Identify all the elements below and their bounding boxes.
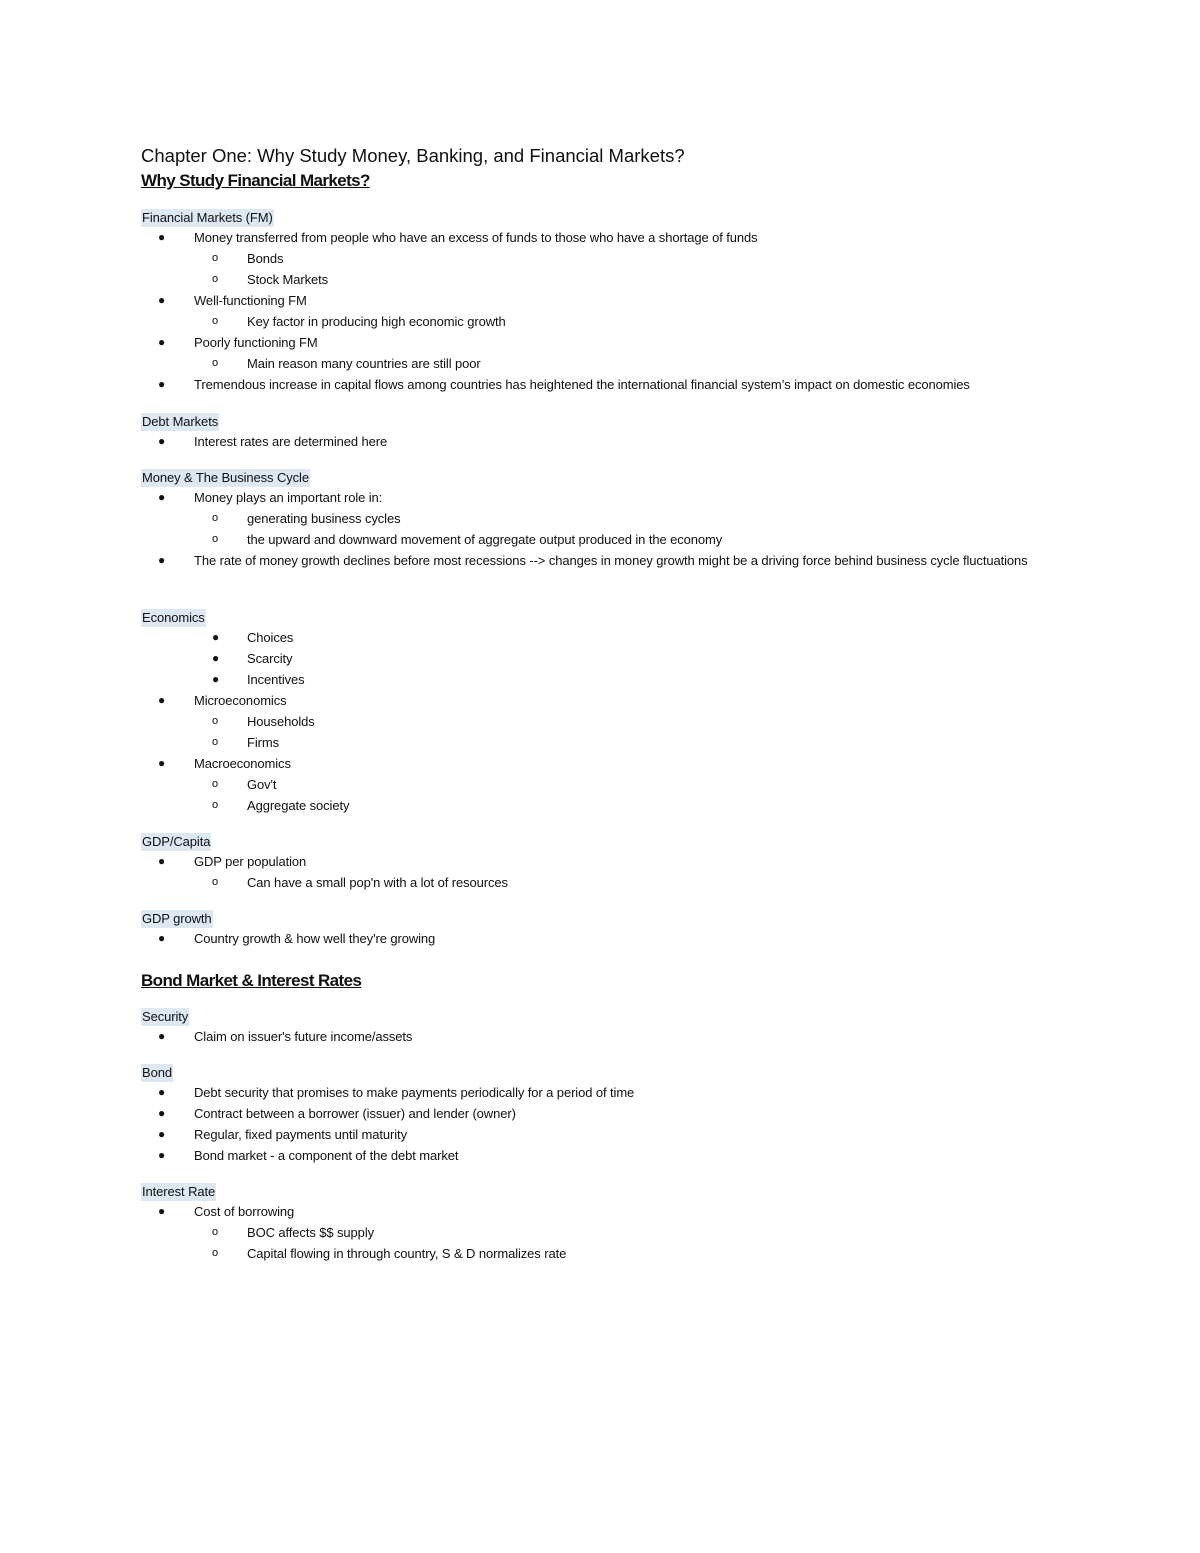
bullet-icon: ●	[158, 931, 166, 945]
bullet-icon: ●	[158, 1204, 166, 1218]
hollow-bullet-icon: o	[212, 799, 219, 811]
heading-gdp-capita: GDP/Capita	[142, 834, 211, 849]
heading-financial-markets: Financial Markets (FM)	[142, 210, 273, 225]
bullet-icon: ●	[158, 1148, 166, 1162]
interest-rate-list	[141, 1201, 1071, 1264]
bullet-icon: ●	[158, 1029, 166, 1043]
list-item: o generating business cycles	[141, 508, 1071, 529]
bond-block	[141, 1064, 1071, 1166]
list-item: ● Scarcity	[141, 648, 1071, 669]
list-item: o Aggregate society	[141, 795, 1071, 816]
heading-security: Security	[142, 1009, 189, 1024]
hollow-bullet-icon: o	[212, 736, 219, 748]
list-item: ● Claim on issuer's future income/assets	[141, 1026, 1071, 1047]
list-item: o Gov't	[141, 774, 1071, 795]
bullet-icon: ●	[158, 230, 166, 244]
bullet-icon: ●	[212, 630, 220, 644]
document-title: Chapter One: Why Study Money, Banking, and Financial Markets?	[141, 145, 685, 166]
bullet-icon: ●	[158, 1106, 166, 1120]
hollow-bullet-icon: o	[212, 357, 219, 369]
debt-markets-block	[141, 413, 1071, 452]
document-page	[141, 143, 1071, 1264]
list-item: o BOC affects $$ supply	[141, 1222, 1071, 1243]
list-item: o Households	[141, 711, 1071, 732]
money-business-cycle-list	[141, 487, 1071, 571]
hollow-bullet-icon: o	[212, 778, 219, 790]
list-item: ● Microeconomics	[141, 690, 1071, 711]
interest-rate-block	[141, 1183, 1071, 1264]
section-title-financial-markets: Why Study Financial Markets?	[141, 171, 370, 190]
hollow-bullet-icon: o	[212, 512, 219, 524]
debt-markets-list	[141, 431, 1071, 452]
list-item: ● Country growth & how well they're growing	[141, 928, 1071, 949]
list-item: o Can have a small pop'n with a lot of resources	[141, 872, 1071, 893]
bullet-icon: ●	[158, 434, 166, 448]
bullet-icon: ●	[158, 335, 166, 349]
bullet-icon: ●	[158, 756, 166, 770]
hollow-bullet-icon: o	[212, 1247, 219, 1259]
bullet-icon: ●	[158, 1127, 166, 1141]
heading-debt-markets: Debt Markets	[142, 414, 219, 429]
list-item: o Capital flowing in through country, S & D normalizes rate	[141, 1243, 1071, 1264]
list-item: ● Debt security that promises to make payments periodically for a period of time	[141, 1082, 1071, 1103]
list-item: ● Well-functioning FM	[141, 290, 1071, 311]
list-item: o Firms	[141, 732, 1071, 753]
list-item: o Main reason many countries are still poor	[141, 353, 1071, 374]
bullet-icon: ●	[158, 293, 166, 307]
hollow-bullet-icon: o	[212, 1226, 219, 1238]
hollow-bullet-icon: o	[212, 533, 219, 545]
list-item: ● The rate of money growth declines before most recessions --> changes in money growth might be a driving force behind business cycle fluctuations	[141, 550, 1071, 571]
heading-money-business-cycle: Money & The Business Cycle	[142, 470, 309, 485]
bullet-icon: ●	[158, 854, 166, 868]
list-item: ● GDP per population	[141, 851, 1071, 872]
bullet-icon: ●	[158, 490, 166, 504]
financial-markets-block	[141, 209, 1071, 395]
hollow-bullet-icon: o	[212, 876, 219, 888]
list-item: o Key factor in producing high economic growth	[141, 311, 1071, 332]
list-item: ● Macroeconomics	[141, 753, 1071, 774]
list-item: ● Contract between a borrower (issuer) and lender (owner)	[141, 1103, 1071, 1124]
hollow-bullet-icon: o	[212, 252, 219, 264]
list-item: ● Poorly functioning FM	[141, 332, 1071, 353]
bullet-icon: ●	[158, 553, 166, 567]
security-block	[141, 1008, 1071, 1047]
gdp-capita-list	[141, 851, 1071, 893]
list-item: ● Tremendous increase in capital flows among countries has heightened the international financial system’s impact on domestic economies	[141, 374, 1071, 395]
bullet-icon: ●	[158, 1085, 166, 1099]
heading-economics: Economics	[142, 610, 205, 625]
hollow-bullet-icon: o	[212, 715, 219, 727]
bond-list	[141, 1082, 1071, 1166]
section-title-bond-market: Bond Market & Interest Rates	[141, 971, 362, 990]
list-item: ● Cost of borrowing	[141, 1201, 1071, 1222]
hollow-bullet-icon: o	[212, 315, 219, 327]
bullet-icon: ●	[212, 651, 220, 665]
heading-gdp-growth: GDP growth	[142, 911, 212, 926]
list-item: ● Incentives	[141, 669, 1071, 690]
list-item: o Stock Markets	[141, 269, 1071, 290]
security-list	[141, 1026, 1071, 1047]
heading-bond: Bond	[142, 1065, 172, 1080]
gdp-growth-block	[141, 910, 1071, 949]
heading-interest-rate: Interest Rate	[142, 1184, 216, 1199]
economics-block	[141, 609, 1071, 816]
bullet-icon: ●	[158, 693, 166, 707]
money-business-cycle-block	[141, 469, 1071, 571]
list-item: ● Money transferred from people who have an excess of funds to those who have a shortage of funds	[141, 227, 1071, 248]
list-item: ● Money plays an important role in:	[141, 487, 1071, 508]
bullet-icon: ●	[158, 377, 166, 391]
bullet-icon: ●	[212, 672, 220, 686]
list-item: o Bonds	[141, 248, 1071, 269]
gdp-growth-list	[141, 928, 1071, 949]
hollow-bullet-icon: o	[212, 273, 219, 285]
gdp-capita-block	[141, 833, 1071, 893]
economics-list	[141, 627, 1071, 816]
list-item: o the upward and downward movement of aggregate output produced in the economy	[141, 529, 1071, 550]
list-item: ● Interest rates are determined here	[141, 431, 1071, 452]
financial-markets-list	[141, 227, 1071, 395]
list-item: ● Choices	[141, 627, 1071, 648]
list-item: ● Bond market - a component of the debt market	[141, 1145, 1071, 1166]
list-item: ● Regular, fixed payments until maturity	[141, 1124, 1071, 1145]
